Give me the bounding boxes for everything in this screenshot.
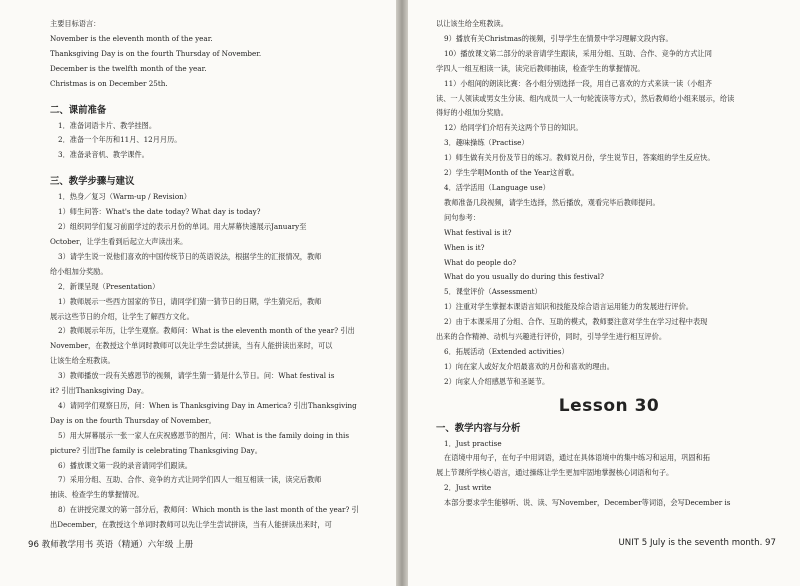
- target-sentence: Thanksgiving Day is on the fourth Thursday of November.: [50, 48, 262, 58]
- text-line: 展示这些节日的介绍，让学生了解西方文化。: [50, 311, 194, 321]
- right-page: [408, 0, 800, 586]
- text-line: 2）学生学唱Month of the Year这首歌。: [444, 168, 579, 178]
- text-line: 9）播放有关Christmas的视频，引导学生在情景中学习理解文段内容。: [444, 33, 673, 43]
- text-line: 2）向家人介绍感恩节和圣诞节。: [444, 376, 550, 386]
- text-line: 1．热身／复习（Warm-up / Revision）: [58, 192, 191, 202]
- book-gutter: [396, 0, 408, 586]
- text-line: 出来的合作精神、动机与兴趣进行评价，同时，引导学生进行相互评价。: [436, 332, 667, 342]
- text-line: 学四人一组互相读一读，读完后教师抽读，检查学生的掌握情况。: [436, 63, 645, 73]
- text-line: 教师准备几段视频，请学生选择，然后播放，观看完毕后教师提问。: [444, 197, 660, 207]
- text-line: 5）用大屏幕展示一张一家人在庆祝感恩节的图片，问：What is the family doing in this: [58, 430, 350, 440]
- text-line: 2）组织同学们复习前面学过的表示月份的单词。用大屏幕快速展示January至: [58, 222, 307, 232]
- question-example: What do you usually do during this festival?: [444, 272, 604, 282]
- text-line: it? 引出Thanksgiving Day。: [50, 386, 149, 396]
- lesson-heading: Lesson 30: [558, 395, 660, 416]
- page-footer-right: UNIT 5 July is the seventh month. 97: [618, 538, 776, 548]
- target-sentence: December is the twelfth month of the year.: [50, 63, 207, 73]
- text-line: 1）师生问答：What's the date today? What day is today?: [58, 207, 261, 217]
- text-line: 1）教师展示一些西方国家的节日，请同学们猜一猜节日的日期，学生猜完后，教师: [58, 296, 322, 306]
- text-line: 得好的小组加分奖励。: [436, 108, 508, 118]
- text-line: 3）教师播放一段有关感恩节的视频，请学生猜一猜是什么节日。问：What festival is: [58, 371, 335, 381]
- text-line: 7）采用分组、互助、合作、竞争的方式让同学们四人一组互相读一读，读完后教师: [58, 475, 322, 485]
- text-line: 本部分要求学生能够听、说、读、写November，December等词语，会写December is: [444, 498, 731, 508]
- text-line: October，让学生看到后起立大声读出来。: [50, 236, 188, 246]
- text-line: picture? 引出The family is celebrating Thanksgiving Day。: [50, 445, 262, 455]
- text-line: 出December，在教授这个单词时教师可以先让学生尝试拼读，当有人能拼读出来时，可: [50, 520, 332, 530]
- right-page-content: [436, 17, 782, 511]
- section-heading-preparation: 二、课前准备: [50, 104, 107, 116]
- text-line: 让该生给全班教读。: [50, 356, 115, 366]
- left-page: [0, 0, 396, 586]
- text-line: 以让该生给全班教读。: [436, 19, 508, 28]
- text-line: 3．准备录音机、教学课件。: [58, 150, 149, 160]
- text-line: 2．准备一个年历和11月、12月月历。: [58, 135, 182, 145]
- text-line: 1）师生做有关月份及节日的练习。教师说月份，学生说节日，答案组的学生反应快。: [444, 153, 715, 163]
- text-line: November，在教授这个单词时教师可以先让学生尝试拼读，当有人能拼读出来时，可以: [50, 341, 333, 351]
- left-page-content: [50, 17, 380, 533]
- text-line: 3）请学生说一说他们喜欢的中国传统节日的英语说法，根据学生的汇报情况，教师: [58, 251, 322, 261]
- text-line: 12）给同学们介绍有关这两个节日的知识。: [444, 123, 583, 133]
- question-example: What festival is it?: [444, 227, 512, 237]
- lesson-heading-wrap: [436, 396, 782, 417]
- text-line: 2）由于本课采用了分组、合作、互助的模式，教师要注意对学生在学习过程中表现: [444, 317, 708, 327]
- text-line: 5．课堂评价（Assessment）: [444, 287, 542, 297]
- text-line: Day is on the fourth Thursday of November。: [50, 415, 216, 425]
- target-language-heading: 主要目标语言：: [50, 19, 101, 28]
- text-line: 2．Just write: [444, 483, 492, 493]
- text-line: 10）播放课文第二部分的录音请学生跟读，采用分组、互助、合作、竞争的方式让同: [444, 48, 712, 58]
- text-line: 2）教师展示年历，让学生观察。教师问：What is the eleventh month of the year? 引出: [58, 326, 355, 336]
- question-example: When is it?: [444, 242, 485, 252]
- text-line: 4）请同学们观察日历，问：When is Thanksgiving Day in America? 引出Thanksgiving: [58, 400, 357, 410]
- text-line: 3．趣味操练（Practise）: [444, 138, 529, 148]
- text-line: 1）向在家人或好友介绍最喜欢的月份和喜欢的理由。: [444, 361, 614, 371]
- text-line: 6．拓展活动（Extended activities）: [444, 346, 569, 356]
- text-line: 问句参考：: [444, 212, 480, 222]
- page-footer-left: 96 教师教学用书 英语（精通）六年级 上册: [28, 540, 194, 550]
- text-line: 8）在讲授完课文的第一部分后，教师问：Which month is the last month of the year? 引: [58, 505, 359, 515]
- text-line: 在语境中用句子，在句子中用词语，通过在具体语境中的集中练习和运用，巩固和拓: [444, 453, 710, 463]
- target-sentence: Christmas is on December 25th.: [50, 78, 168, 88]
- text-line: 1）注重对学生掌握本课语言知识和技能及综合语言运用能力的发展进行评价。: [444, 302, 693, 312]
- question-example: What do people do?: [444, 257, 517, 267]
- text-line: 6）播放课文第一段的录音请同学们跟读。: [58, 460, 192, 470]
- section-heading-content: 一、教学内容与分析: [436, 422, 521, 434]
- text-line: 读、一人领读或男女生分读、组内成员一人一句轮流读等方式），然后教师给小组来展示，给读: [436, 93, 735, 103]
- text-line: 4．活学活用（Language use）: [444, 182, 550, 192]
- text-line: 11）小组间的朗读比赛：各小组分别选择一段，用自己喜欢的方式来读一读（小组齐: [444, 78, 712, 88]
- text-line: 展上节课所学核心语言，通过操练让学生更加牢固地掌握核心词语和句子。: [436, 468, 674, 478]
- text-line: 1．准备词语卡片、教学挂图。: [58, 120, 157, 130]
- section-heading-steps: 三、教学步骤与建议: [50, 176, 135, 188]
- target-sentence: November is the eleventh month of the year.: [50, 33, 213, 43]
- text-line: 1．Just practise: [444, 438, 502, 448]
- text-line: 给小组加分奖励。: [50, 266, 108, 276]
- text-line: 抽读、检查学生的掌握情况。: [50, 490, 144, 500]
- text-line: 2．新课呈现（Presentation）: [58, 281, 160, 291]
